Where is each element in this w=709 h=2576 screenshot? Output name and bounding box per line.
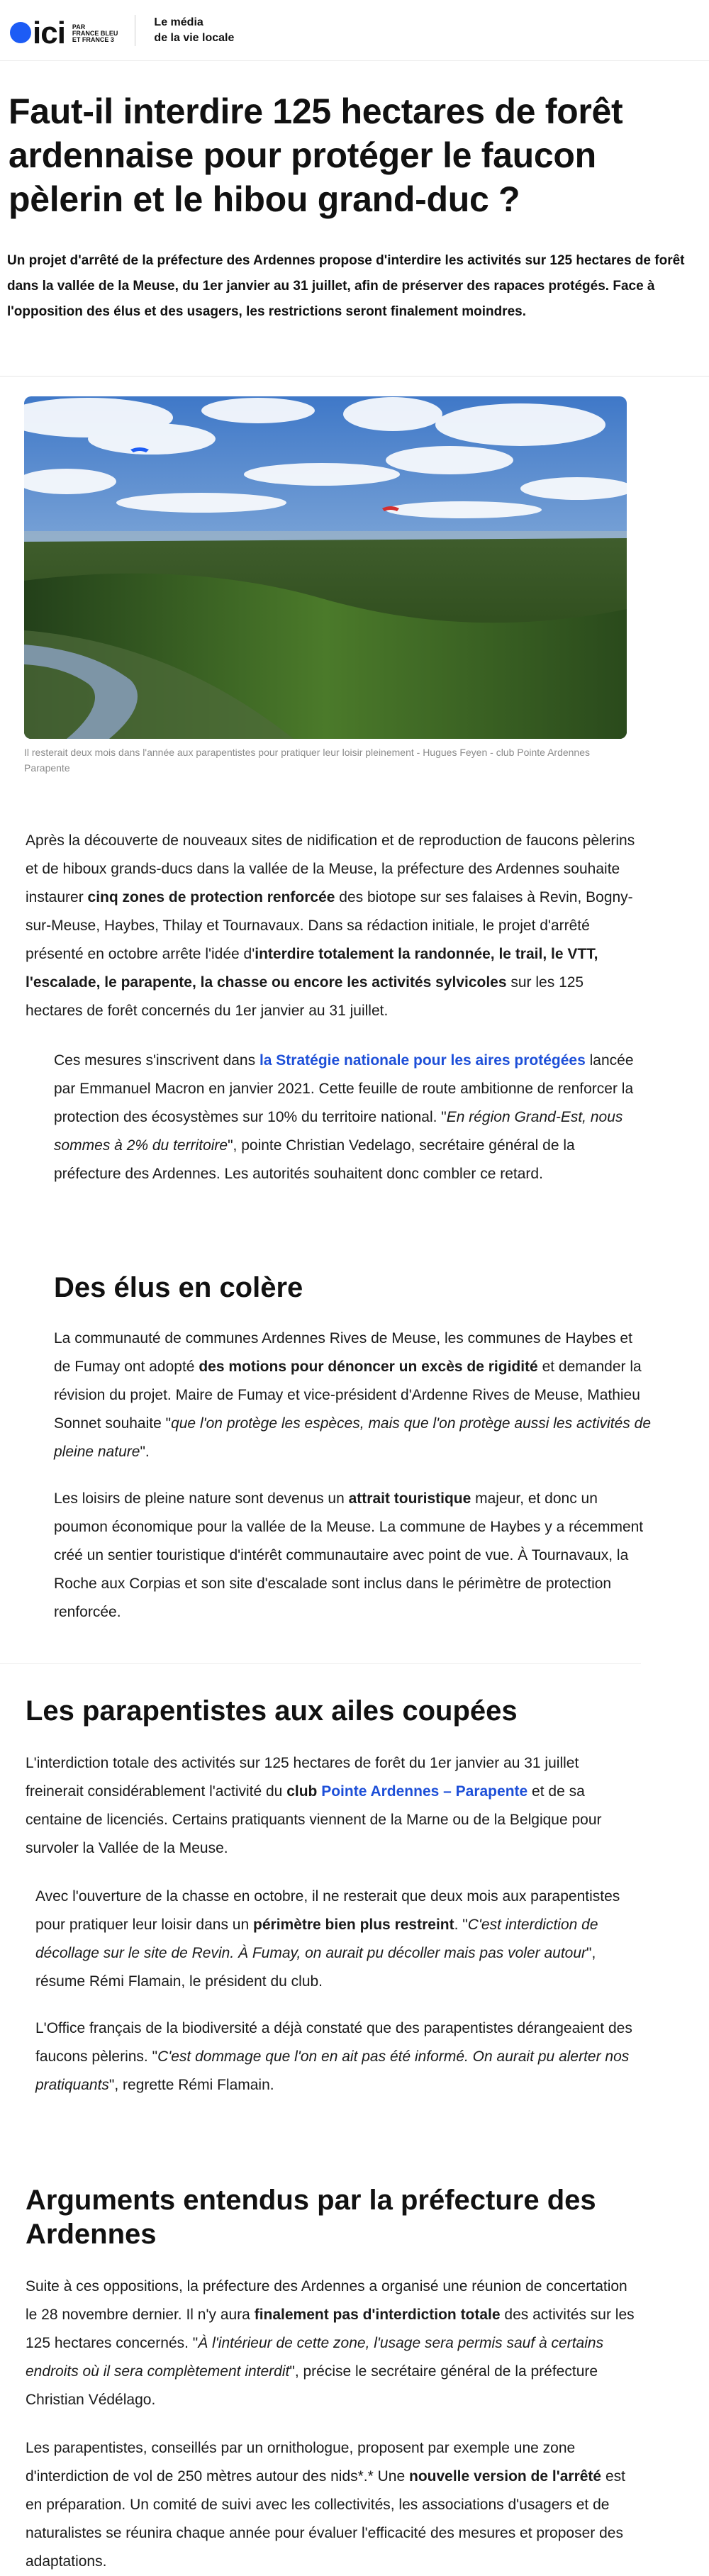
text-run: Avec l'ouverture de la chasse en octobre, il ne resterait que deux mois aux parapentistes pour pratiquer leur loisir dans un bbox=[35, 1888, 620, 1933]
bold-text: finalement pas d'interdiction totale bbox=[254, 2307, 501, 2323]
text-run: ", regrette Rémi Flamain. bbox=[108, 2077, 274, 2093]
quote-text: En région Grand-Est, nous sommes à 2% du territoire bbox=[54, 1109, 623, 1154]
heading-arguments: Arguments entendus par la préfecture des Ardennes bbox=[26, 2185, 596, 2250]
bold-text: nouvelle version de l'arrêté bbox=[409, 2468, 602, 2485]
quote-text: que l'on protège les espèces, mais que l'on protège aussi les activités de pleine nature bbox=[54, 1415, 651, 1460]
site-tagline bbox=[154, 15, 234, 46]
logo-subtitle bbox=[72, 24, 118, 43]
tagline-line: Le média bbox=[154, 16, 203, 28]
parapente-paragraph-2 bbox=[0, 1863, 709, 1996]
text-run: ". bbox=[140, 1444, 150, 1460]
strategy-link[interactable]: la Stratégie nationale pour les aires protégées bbox=[259, 1052, 586, 1069]
elus-paragraph-2 bbox=[0, 1466, 709, 1627]
image-caption: Il resterait deux mois dans l'année aux parapentistes pour pratiquer leur loisir pleinement - Hugues Feyen - club Pointe Ardennes Parapente bbox=[24, 747, 591, 774]
logo-sub-line: FRANCE BLEU bbox=[72, 30, 118, 37]
article bbox=[0, 61, 709, 2576]
logo-sub-line: ET FRANCE 3 bbox=[72, 36, 114, 43]
strategy-paragraph bbox=[0, 1025, 709, 1188]
elus-paragraph-1 bbox=[0, 1305, 709, 1466]
text-run: des activités sur les 125 hectares concernés. " bbox=[26, 2307, 635, 2351]
site-header bbox=[0, 0, 709, 61]
text-run: des biotope sur ses falaises à Revin, Bogny-sur-Meuse, Haybes, Thilay et Tournavaux. Dans sa rédaction initiale, le projet d'arrêté présenté en octobre arrête l'idée d' bbox=[26, 889, 633, 962]
text-run: Les parapentistes, conseillés par un ornithologue, proposent par exemple une zone d'interdiction de vol de 250 mètres autour des nids*.* Une bbox=[26, 2440, 576, 2485]
parapente-paragraph-1 bbox=[0, 1728, 709, 1863]
text-run: Après la découverte de nouveaux sites de nidification et de reproduction de faucons pèlerins et de hiboux grands-ducs dans la vallée de la Meuse, la préfecture des Ardennes souhaite instaurer bbox=[26, 832, 635, 905]
bold-text: attrait touristique bbox=[348, 1490, 471, 1507]
bold-text: périmètre bien plus restreint bbox=[253, 1917, 454, 1933]
text-run: sur les 125 hectares de forêt concernés du 1er janvier au 31 juillet. bbox=[26, 974, 584, 1019]
text-run: ", résume Rémi Flamain, le président du club. bbox=[35, 1945, 596, 1990]
logo-mark bbox=[10, 15, 65, 50]
heading-parapentistes: Les parapentistes aux ailes coupées bbox=[26, 1695, 518, 1727]
text-run: ", précise le secrétaire général de la préfecture Christian Védélago. bbox=[26, 2363, 598, 2408]
chapo-divider bbox=[0, 376, 709, 377]
text-run: L'Office français de la biodiversité a déjà constaté que des parapentistes dérangeaient des faucons pèlerins. " bbox=[35, 2020, 632, 2065]
arguments-paragraph-2 bbox=[0, 2414, 709, 2576]
text-run: ", pointe Christian Vedelago, secrétaire général de la préfecture des Ardennes. Les autorités souhaitent donc combler ce retard. bbox=[54, 1137, 575, 1182]
text-run: Les loisirs de pleine nature sont devenus un bbox=[54, 1490, 349, 1507]
arguments-paragraph-1 bbox=[0, 2251, 709, 2414]
intro-paragraph bbox=[0, 776, 709, 1025]
text-run: Suite à ces oppositions, la préfecture des Ardennes a organisé une réunion de concertation le 28 novembre dernier. Il n'y aura bbox=[26, 2278, 627, 2323]
text-run: lancée par Emmanuel Macron en janvier 2021. Cette feuille de route ambitionne de renforcer la protection des écosystèmes sur 10% du territoire national. " bbox=[54, 1052, 634, 1125]
bold-text: club bbox=[286, 1783, 322, 1800]
paragliders-photo bbox=[24, 396, 627, 739]
tagline-line: de la vie locale bbox=[154, 31, 235, 44]
text-run: est en préparation. Un comité de suivi avec les collectivités, les associations d'usagers et de naturalistes se réunira chaque année pour évaluer l'efficacité des mesures et proposer des adaptations. bbox=[26, 2468, 625, 2570]
logo-dot-icon bbox=[10, 22, 31, 43]
text-run: et demander la révision du projet. Maire de Fumay et vice-président d'Ardenne Rives de Meuse, Mathieu Sonnet souhaite " bbox=[54, 1359, 642, 1432]
article-figure bbox=[24, 396, 627, 776]
article-chapo: Un projet d'arrêté de la préfecture des Ardennes propose d'interdire les activités sur 125 hectares de forêt dans la vallée de la Meuse, du 1er janvier au 31 juillet, afin de préserver des rapaces protégés. Face à l'opposition des élus et des usagers, les restrictions seront finalement moindres. bbox=[7, 253, 685, 319]
bold-text: cinq zones de protection renforcée bbox=[87, 889, 335, 905]
text-run: L'interdiction totale des activités sur 125 hectares de forêt du 1er janvier au 31 juillet freinerait considérablement l'activité du bbox=[26, 1755, 579, 1800]
bold-text: des motions pour dénoncer un excès de rigidité bbox=[199, 1359, 538, 1375]
article-title: Faut-il interdire 125 hectares de forêt ardennaise pour protéger le faucon pèlerin et le hibou grand-duc ? bbox=[9, 91, 623, 219]
quote-text: C'est dommage que l'on en ait pas été informé. On aurait pu alerter nos pratiquants bbox=[35, 2048, 630, 2093]
club-link[interactable]: Pointe Ardennes – Parapente bbox=[321, 1783, 528, 1800]
text-run: et de sa centaine de licenciés. Certains pratiquants viennent de la Marne ou de la Belgique pour survoler la Vallée de la Meuse. bbox=[26, 1783, 602, 1856]
logo-sub-line: PAR bbox=[72, 23, 86, 30]
parapente-paragraph-3 bbox=[0, 1996, 709, 2100]
quote-text: C'est interdiction de décollage sur le site de Revin. À Fumay, on aurait pu décoller mais pas voler autour bbox=[35, 1917, 598, 1961]
text-run: majeur, et donc un poumon économique pour la vallée de la Meuse. La commune de Haybes y a récemment créé un sentier touristique d'intérêt communautaire avec point de vue. À Tournavaux, la Roche aux Corpias et son site d'escalade sont inclus dans le périmètre de protection renforcée. bbox=[54, 1490, 644, 1620]
ici-logo[interactable] bbox=[10, 15, 118, 50]
text-run: Ces mesures s'inscrivent dans bbox=[54, 1052, 259, 1069]
text-run: La communauté de communes Ardennes Rives de Meuse, les communes de Haybes et de Fumay ont adopté bbox=[54, 1330, 632, 1375]
quote-text: À l'intérieur de cette zone, l'usage sera permis sauf à certains endroits où il sera complètement interdit bbox=[26, 2335, 604, 2380]
heading-elus: Des élus en colère bbox=[54, 1272, 303, 1303]
logo-text: ici bbox=[33, 15, 65, 50]
text-run: . " bbox=[454, 1917, 468, 1933]
bold-text: interdire totalement la randonnée, le trail, le VTT, l'escalade, le parapente, la chasse ou encore les activités sylvicoles bbox=[26, 946, 598, 991]
